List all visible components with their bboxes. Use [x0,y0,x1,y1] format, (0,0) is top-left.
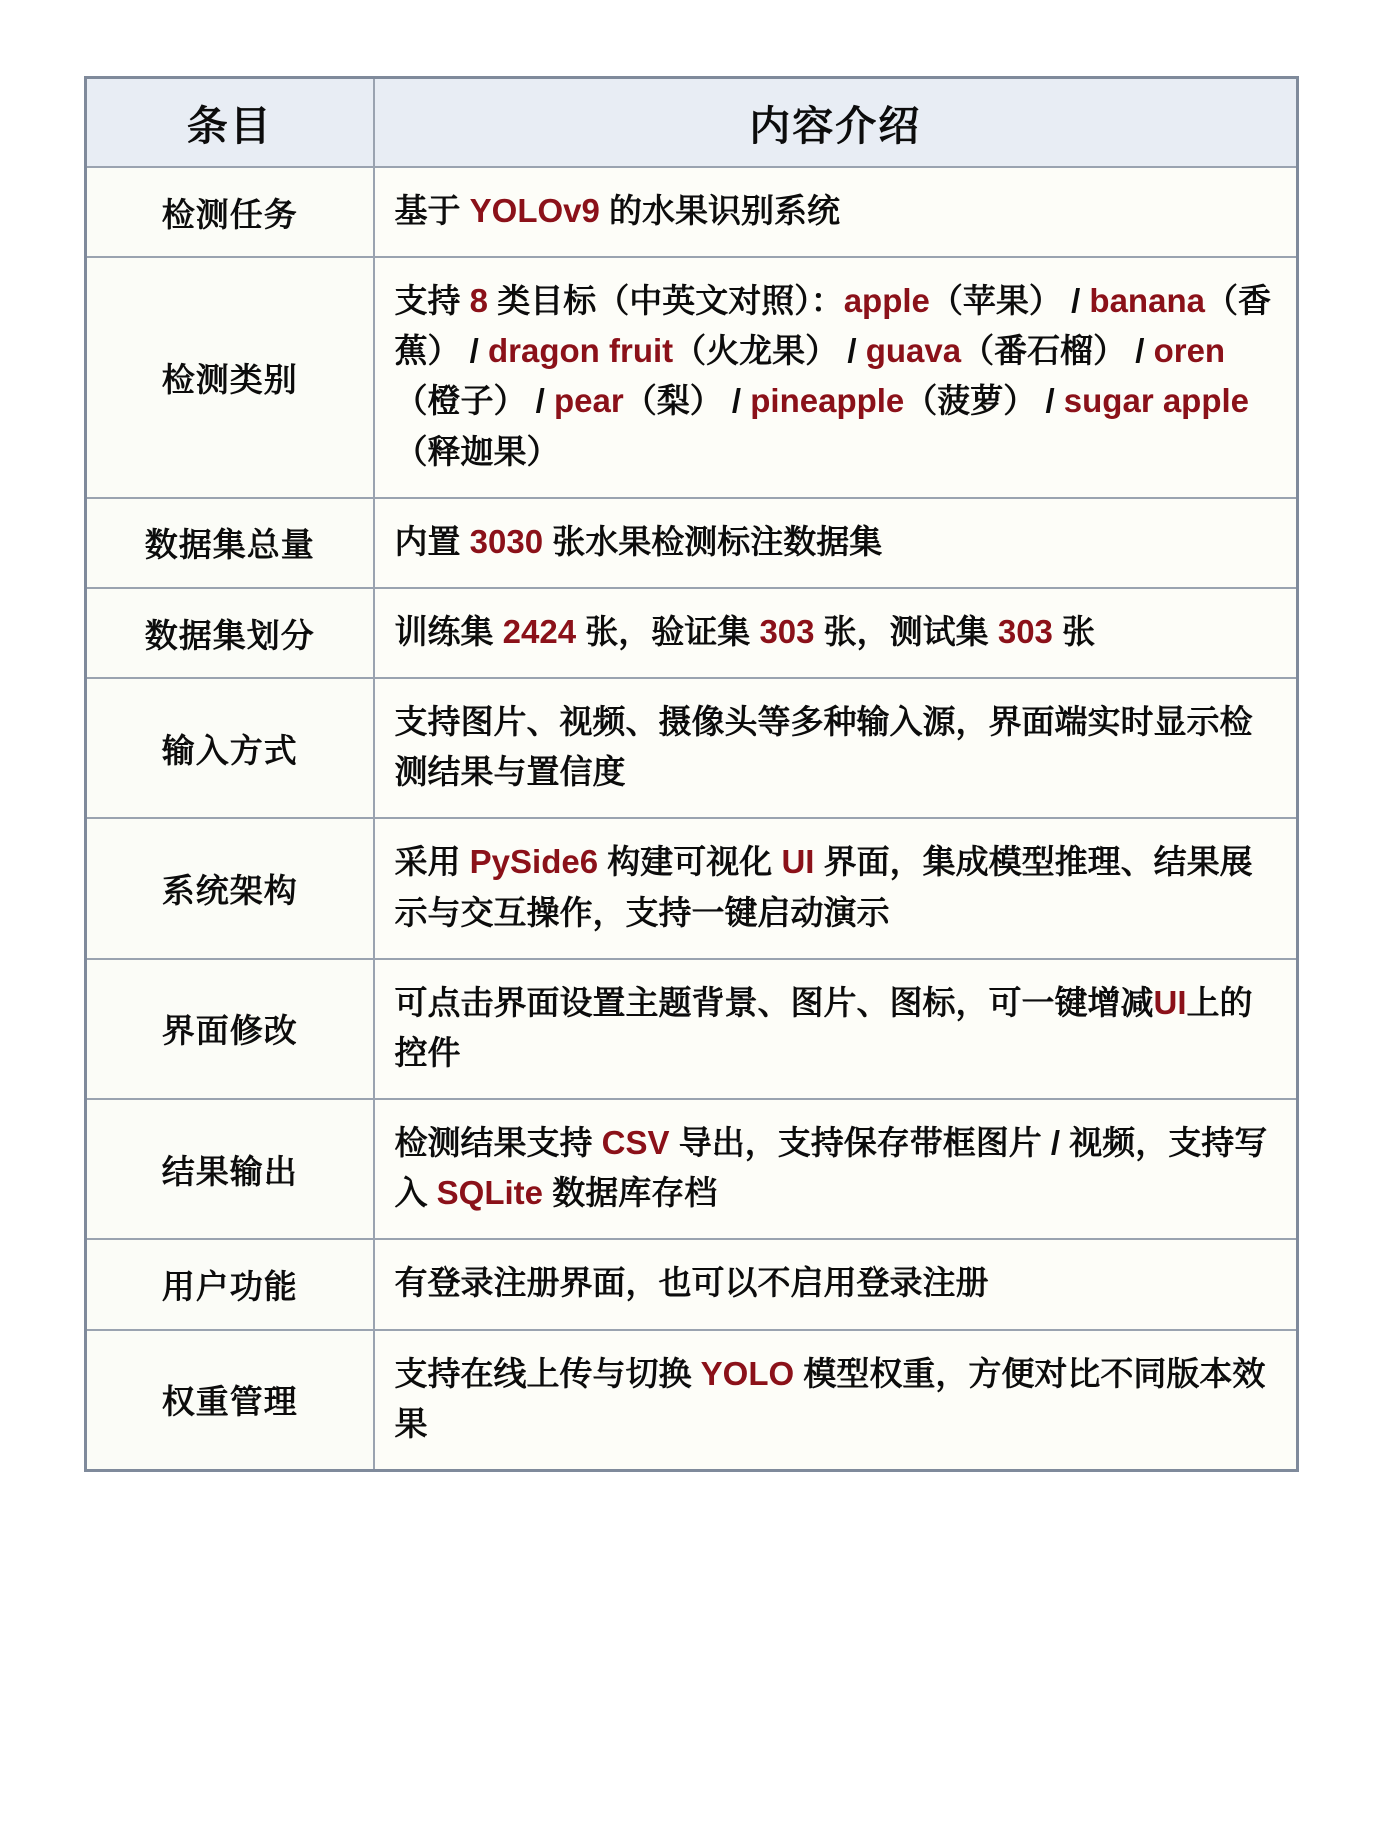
row-content [374,1330,1298,1471]
row-content [374,257,1298,498]
row-content [374,498,1298,588]
plain-text: 支持在线上传与切换 [394,1354,701,1392]
row-content [374,167,1298,257]
row-label: 检测类别 [86,257,374,498]
plain-text: 张，验证集 [576,612,760,650]
row-content [374,959,1298,1099]
highlight-text: pear [554,382,624,420]
plain-text: 导出，支持保存带框图片 / 视频，支持写入 [394,1124,1268,1212]
table-row [86,678,1298,818]
plain-text: （番石榴） / [961,332,1154,370]
plain-text: （梨） / [623,382,751,420]
row-content [374,588,1298,678]
plain-text: 类目标（中英文对照）： [488,282,844,320]
table-row [86,1239,1298,1329]
table-row [86,1099,1298,1239]
plain-text: 界面，集成模型推理、结果展示与交互操作，支持一键启动演示 [394,843,1253,931]
highlight-text: sugar apple [1063,382,1250,420]
row-label: 界面修改 [86,959,374,1099]
plain-text: （菠萝） / [904,382,1064,420]
table-row [86,257,1298,498]
table-row [86,167,1298,257]
plain-text: 张 [1052,612,1096,650]
header-row [86,78,1298,168]
plain-text: 基于 [394,192,470,229]
header-cell-item: 条目 [86,78,374,168]
plain-text: 支持 [394,282,470,320]
highlight-text: pineapple [750,382,905,420]
highlight-text: oren [1153,332,1226,370]
spec-table [84,76,1299,1472]
highlight-text: YOLOv9 [469,192,600,229]
row-label: 权重管理 [86,1330,374,1471]
highlight-text: CSV [601,1124,670,1162]
row-content [374,818,1298,958]
highlight-text: UI [1153,983,1187,1021]
row-content [374,678,1298,818]
plain-text: 的水果识别系统 [599,192,841,229]
plain-text: 数据库存档 [543,1174,718,1212]
highlight-text: 3030 [469,522,544,560]
row-label: 用户功能 [86,1239,374,1329]
highlight-text: guava [865,332,962,370]
highlight-text: SQLite [436,1174,544,1212]
highlight-text: 303 [997,612,1053,650]
plain-text: 模型权重，方便对比不同版本效果 [394,1354,1266,1442]
row-label: 检测任务 [86,167,374,257]
plain-text: 训练集 [394,612,503,650]
highlight-text: 8 [469,282,489,320]
row-content [374,1239,1298,1329]
header-cell-description: 内容介绍 [374,78,1298,168]
plain-text: 支持图片、视频、摄像头等多种输入源，界面端实时显示检测结果与置信度 [394,703,1253,791]
highlight-text: 303 [759,612,815,650]
plain-text: （香蕉） / [394,282,1271,370]
plain-text: （橙子） / [394,382,555,420]
plain-text: 构建可视化 [598,843,782,881]
row-label: 数据集总量 [86,498,374,588]
highlight-text: YOLO [700,1354,795,1392]
plain-text: 内置 [394,522,470,560]
plain-text: （释迦果） [394,432,560,470]
row-content [374,1099,1298,1239]
row-label: 结果输出 [86,1099,374,1239]
table-header [86,78,1298,168]
plain-text: 采用 [394,843,470,881]
table-row [86,588,1298,678]
row-label: 输入方式 [86,678,374,818]
plain-text: （火龙果） / [673,332,866,370]
table-row [86,959,1298,1099]
highlight-text: banana [1089,282,1205,320]
highlight-text: PySide6 [469,843,599,881]
plain-text: 上的控件 [394,983,1253,1071]
plain-text: （苹果） / [929,282,1090,320]
row-label: 数据集划分 [86,588,374,678]
plain-text: 可点击界面设置主题背景、图片、图标，可一键增减 [394,983,1154,1021]
table-row [86,818,1298,958]
table-row [86,498,1298,588]
highlight-text: dragon fruit [488,332,674,370]
plain-text: 张，测试集 [814,612,998,650]
plain-text: 有登录注册界面，也可以不启用登录注册 [394,1264,989,1302]
highlight-text: apple [843,282,930,320]
plain-text: 张水果检测标注数据集 [543,522,883,560]
table-body [86,167,1298,1470]
row-label: 系统架构 [86,818,374,958]
highlight-text: 2424 [502,612,577,650]
table-row [86,1330,1298,1471]
plain-text: 检测结果支持 [394,1124,602,1162]
highlight-text: UI [781,843,815,881]
